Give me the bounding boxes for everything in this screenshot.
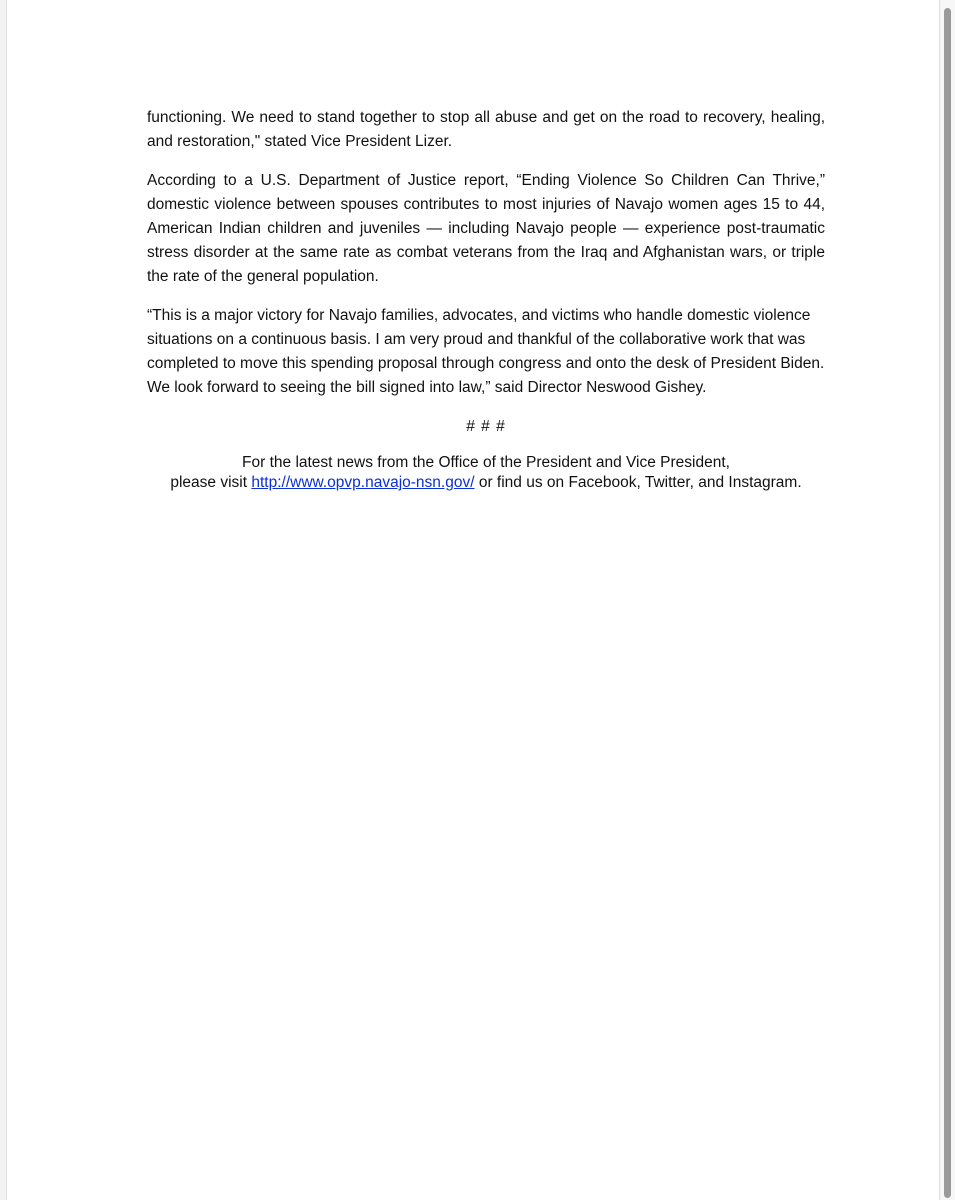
paragraph-gishey-quote: “This is a major victory for Navajo families, advocates, and victims who handle domestic violence situations on a continuous basis. I am very proud and thankful of the collaborative work that was completed to move this spending proposal through congress and onto the desk of President Biden. We look forward to seeing the bill signed into law,” said Director Neswood Gishey.: [147, 307, 825, 396]
opvp-website-link[interactable]: http://www.opvp.navajo-nsn.gov/: [251, 474, 475, 491]
document-page: [6, 0, 940, 1200]
vertical-scrollbar[interactable]: [941, 0, 955, 1200]
footer-line-2: [147, 473, 825, 493]
footer-suffix: or find us on Facebook, Twitter, and Instagram.: [478, 474, 802, 491]
footer-prefix: please visit: [170, 474, 248, 491]
scrollbar-thumb[interactable]: [944, 8, 951, 1198]
press-footer: [147, 453, 825, 493]
paragraph-doj-report: According to a U.S. Department of Justice report, “Ending Violence So Children Can Thrive,” domestic violence between spouses contributes to most injuries of Navajo women ages 15 to 44, American Indian children and juveniles — including Navajo people — experience post-traumatic stress disorder at the same rate as combat veterans from the Iraq and Afghanistan wars, or triple the rate of the general population.: [147, 172, 825, 285]
paragraph-lizer-quote: functioning. We need to stand together to stop all abuse and get on the road to recovery, healing, and restoration," stated Vice President Lizer.: [147, 109, 825, 150]
section-separator: # # #: [466, 418, 506, 435]
page-content: [147, 106, 825, 493]
footer-line-1: For the latest news from the Office of the President and Vice President,: [242, 454, 730, 471]
